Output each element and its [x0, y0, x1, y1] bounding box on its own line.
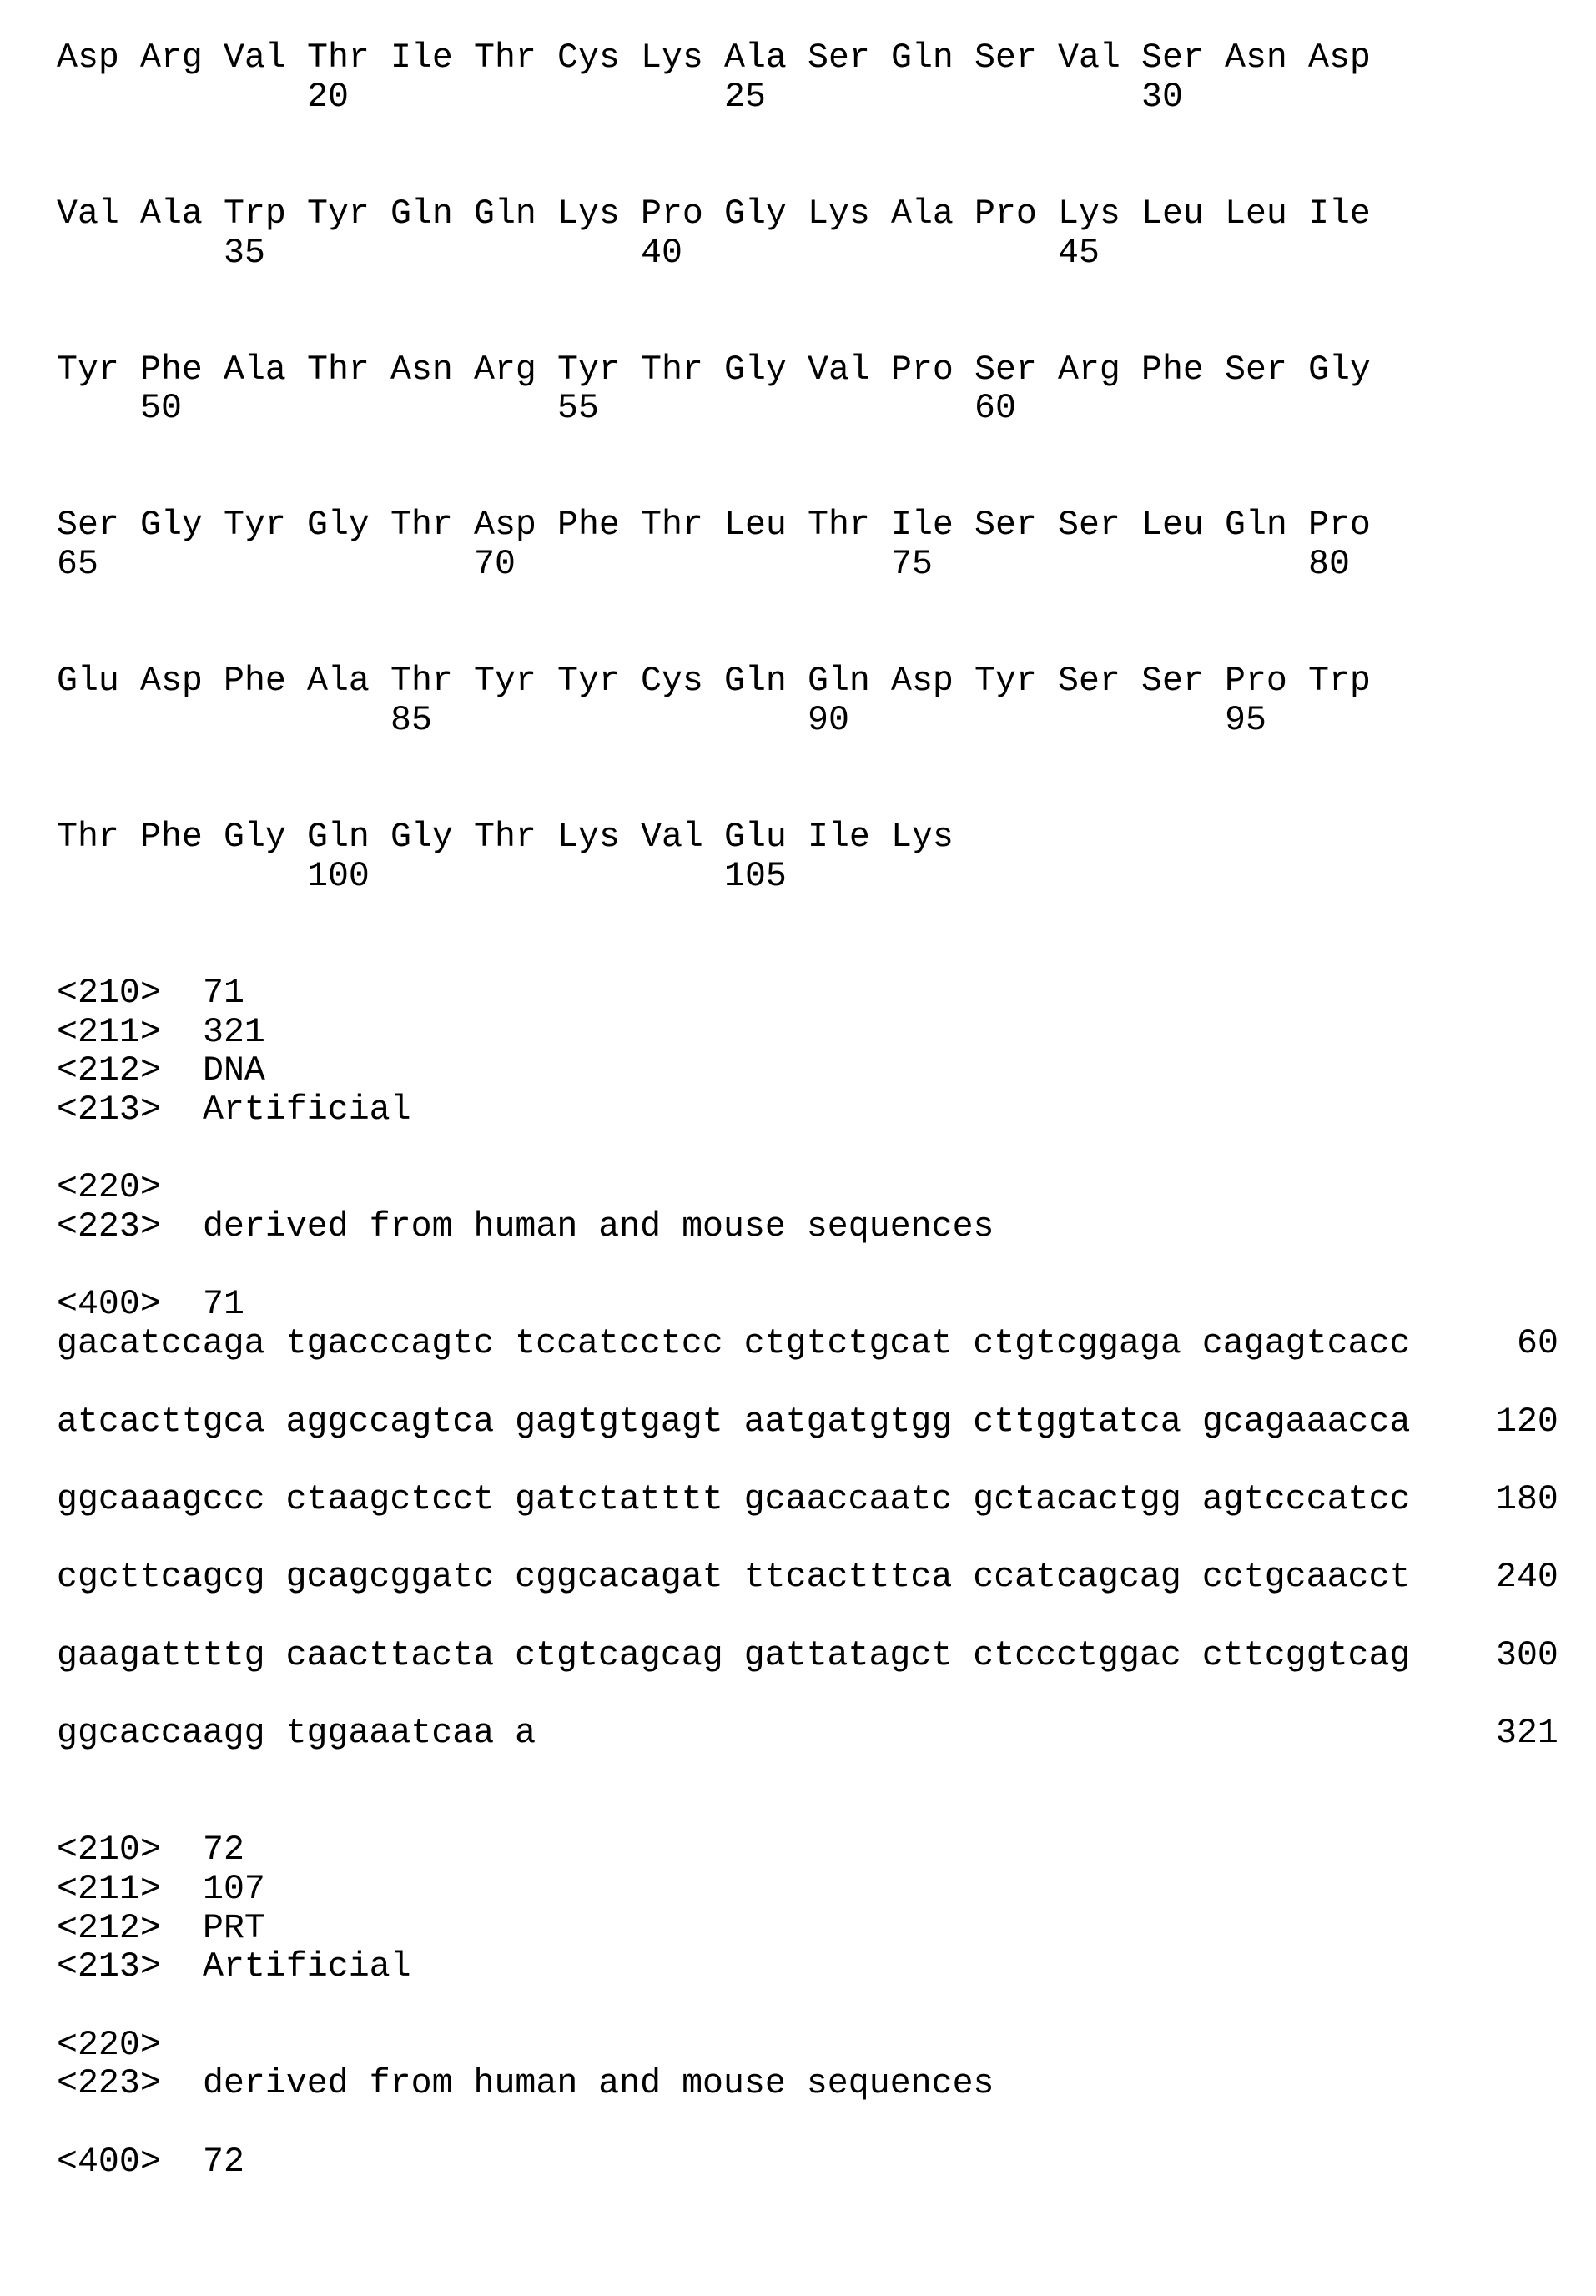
- residue: Glu: [724, 818, 787, 857]
- residue: Cys: [641, 662, 703, 702]
- residue: Thr: [390, 662, 453, 702]
- residue: Gln: [724, 662, 787, 702]
- residue: Cys: [557, 38, 620, 78]
- residue: Gly: [724, 350, 787, 390]
- residue: Thr: [307, 350, 370, 390]
- residue: Ile: [390, 38, 453, 78]
- residue: Gln: [474, 194, 536, 234]
- position-number: 95: [1225, 700, 1266, 740]
- dna-position-count: 120: [1496, 1402, 1558, 1442]
- position-number: 85: [390, 700, 432, 740]
- residue: Val: [641, 818, 703, 857]
- residue: Val: [808, 350, 870, 390]
- residue: Pro: [891, 350, 954, 390]
- position-number: 70: [474, 545, 516, 585]
- dna-position-count: 60: [1517, 1324, 1558, 1364]
- residue: Gly: [1308, 350, 1371, 390]
- residue: Tyr: [224, 506, 286, 546]
- field-tag: <400>: [57, 2142, 161, 2182]
- field-tag: <211>: [57, 1869, 161, 1909]
- residue: Asp: [57, 38, 119, 78]
- residue: Lys: [1058, 194, 1120, 234]
- residue: Ser: [1141, 38, 1204, 78]
- field-tag: <210>: [57, 973, 161, 1013]
- dna-sequence: ggcaccaagg tggaaatcaa a: [57, 1714, 536, 1754]
- residue: Thr: [641, 506, 703, 546]
- residue: Ser: [1225, 350, 1287, 390]
- field-value: 72: [203, 2142, 244, 2182]
- position-number: 55: [557, 389, 599, 429]
- residue: Thr: [808, 506, 870, 546]
- residue: Ala: [140, 194, 203, 234]
- residue: Arg: [1058, 350, 1120, 390]
- residue: Thr: [307, 38, 370, 78]
- residue: Asp: [1308, 38, 1371, 78]
- residue: Tyr: [974, 662, 1037, 702]
- residue: Pro: [974, 194, 1037, 234]
- dna-position-count: 180: [1496, 1479, 1558, 1519]
- residue: Ile: [891, 506, 954, 546]
- dna-sequence: cgcttcagcg gcagcggatc cggcacagat ttcactttca ccatcagcag cctgcaacct: [57, 1558, 1411, 1598]
- residue: Ala: [724, 38, 787, 78]
- residue: Asn: [1225, 38, 1287, 78]
- position-number: 25: [724, 77, 766, 117]
- residue: Ala: [307, 662, 370, 702]
- residue: Lys: [557, 818, 620, 857]
- residue: Val: [224, 38, 286, 78]
- residue: Phe: [224, 662, 286, 702]
- residue: Gln: [1225, 506, 1287, 546]
- position-number: 20: [307, 77, 349, 117]
- residue: Lys: [641, 38, 703, 78]
- residue: Asp: [140, 662, 203, 702]
- residue: Tyr: [307, 194, 370, 234]
- field-tag: <210>: [57, 1830, 161, 1871]
- residue: Lys: [557, 194, 620, 234]
- residue: Tyr: [57, 350, 119, 390]
- field-value: Artificial: [203, 1090, 411, 1130]
- field-tag: <223>: [57, 1207, 161, 1246]
- field-value: derived from human and mouse sequences: [203, 2064, 994, 2104]
- position-number: 105: [724, 856, 787, 896]
- field-tag: <220>: [57, 1168, 161, 1208]
- residue: Asp: [891, 662, 954, 702]
- residue: Phe: [140, 350, 203, 390]
- residue: Gln: [307, 818, 370, 857]
- residue: Leu: [1141, 506, 1204, 546]
- residue: Ser: [974, 506, 1037, 546]
- residue: Gly: [390, 818, 453, 857]
- residue: Thr: [390, 506, 453, 546]
- position-number: 90: [808, 700, 849, 740]
- dna-position-count: 300: [1496, 1635, 1558, 1675]
- field-value: 71: [203, 973, 244, 1013]
- residue: Thr: [57, 818, 119, 857]
- field-tag: <211>: [57, 1012, 161, 1052]
- residue: Trp: [224, 194, 286, 234]
- residue: Glu: [57, 662, 119, 702]
- residue: Lys: [891, 818, 954, 857]
- field-value: 107: [203, 1869, 265, 1909]
- field-value: PRT: [203, 1908, 265, 1948]
- residue: Ile: [808, 818, 870, 857]
- position-number: 60: [974, 389, 1016, 429]
- residue: Thr: [641, 350, 703, 390]
- field-value: 321: [203, 1012, 265, 1052]
- residue: Ser: [1058, 506, 1120, 546]
- residue: Ile: [1308, 194, 1371, 234]
- field-tag: <213>: [57, 1947, 161, 1987]
- position-number: 40: [641, 233, 682, 273]
- residue: Gly: [307, 506, 370, 546]
- dna-sequence: gacatccaga tgacccagtc tccatcctcc ctgtctgcat ctgtcggaga cagagtcacc: [57, 1324, 1411, 1364]
- residue: Leu: [1225, 194, 1287, 234]
- position-number: 50: [140, 389, 182, 429]
- field-tag: <212>: [57, 1908, 161, 1948]
- position-number: 75: [891, 545, 933, 585]
- dna-sequence: gaagattttg caacttacta ctgtcagcag gattatagct ctccctggac cttcggtcag: [57, 1635, 1411, 1675]
- residue: Phe: [1141, 350, 1204, 390]
- residue: Ser: [57, 506, 119, 546]
- residue: Phe: [140, 818, 203, 857]
- residue: Val: [1058, 38, 1120, 78]
- residue: Thr: [474, 818, 536, 857]
- residue: Gln: [808, 662, 870, 702]
- residue: Gln: [891, 38, 954, 78]
- residue: Tyr: [557, 350, 620, 390]
- residue: Pro: [1225, 662, 1287, 702]
- position-number: 30: [1141, 77, 1183, 117]
- position-number: 80: [1308, 545, 1350, 585]
- field-tag: <400>: [57, 1285, 161, 1325]
- field-tag: <223>: [57, 2064, 161, 2104]
- field-value: DNA: [203, 1051, 265, 1091]
- residue: Ser: [1058, 662, 1120, 702]
- residue: Trp: [1308, 662, 1371, 702]
- residue: Phe: [557, 506, 620, 546]
- residue: Ala: [891, 194, 954, 234]
- position-number: 35: [224, 233, 265, 273]
- field-value: derived from human and mouse sequences: [203, 1207, 994, 1246]
- dna-sequence: atcacttgca aggccagtca gagtgtgagt aatgatgtgg cttggtatca gcagaaacca: [57, 1402, 1411, 1442]
- dna-position-count: 321: [1496, 1714, 1558, 1754]
- dna-sequence: ggcaaagccc ctaagctcct gatctatttt gcaaccaatc gctacactgg agtcccatcc: [57, 1479, 1411, 1519]
- residue: Tyr: [557, 662, 620, 702]
- residue: Thr: [474, 38, 536, 78]
- residue: Val: [57, 194, 119, 234]
- position-number: 65: [57, 545, 98, 585]
- field-value: Artificial: [203, 1947, 411, 1987]
- residue: Gly: [724, 194, 787, 234]
- residue: Asn: [390, 350, 453, 390]
- residue: Asp: [474, 506, 536, 546]
- field-tag: <213>: [57, 1090, 161, 1130]
- residue: Arg: [140, 38, 203, 78]
- residue: Ala: [224, 350, 286, 390]
- residue: Pro: [641, 194, 703, 234]
- residue: Leu: [1141, 194, 1204, 234]
- dna-position-count: 240: [1496, 1558, 1558, 1598]
- position-number: 45: [1058, 233, 1100, 273]
- residue: Ser: [974, 350, 1037, 390]
- field-tag: <220>: [57, 2025, 161, 2065]
- residue: Leu: [724, 506, 787, 546]
- residue: Gly: [140, 506, 203, 546]
- field-value: 72: [203, 1830, 244, 1871]
- position-number: 100: [307, 856, 370, 896]
- residue: Ser: [808, 38, 870, 78]
- residue: Lys: [808, 194, 870, 234]
- field-tag: <212>: [57, 1051, 161, 1091]
- field-value: 71: [203, 1285, 244, 1325]
- residue: Gly: [224, 818, 286, 857]
- residue: Pro: [1308, 506, 1371, 546]
- residue: Ser: [1141, 662, 1204, 702]
- residue: Gln: [390, 194, 453, 234]
- residue: Arg: [474, 350, 536, 390]
- residue: Tyr: [474, 662, 536, 702]
- residue: Ser: [974, 38, 1037, 78]
